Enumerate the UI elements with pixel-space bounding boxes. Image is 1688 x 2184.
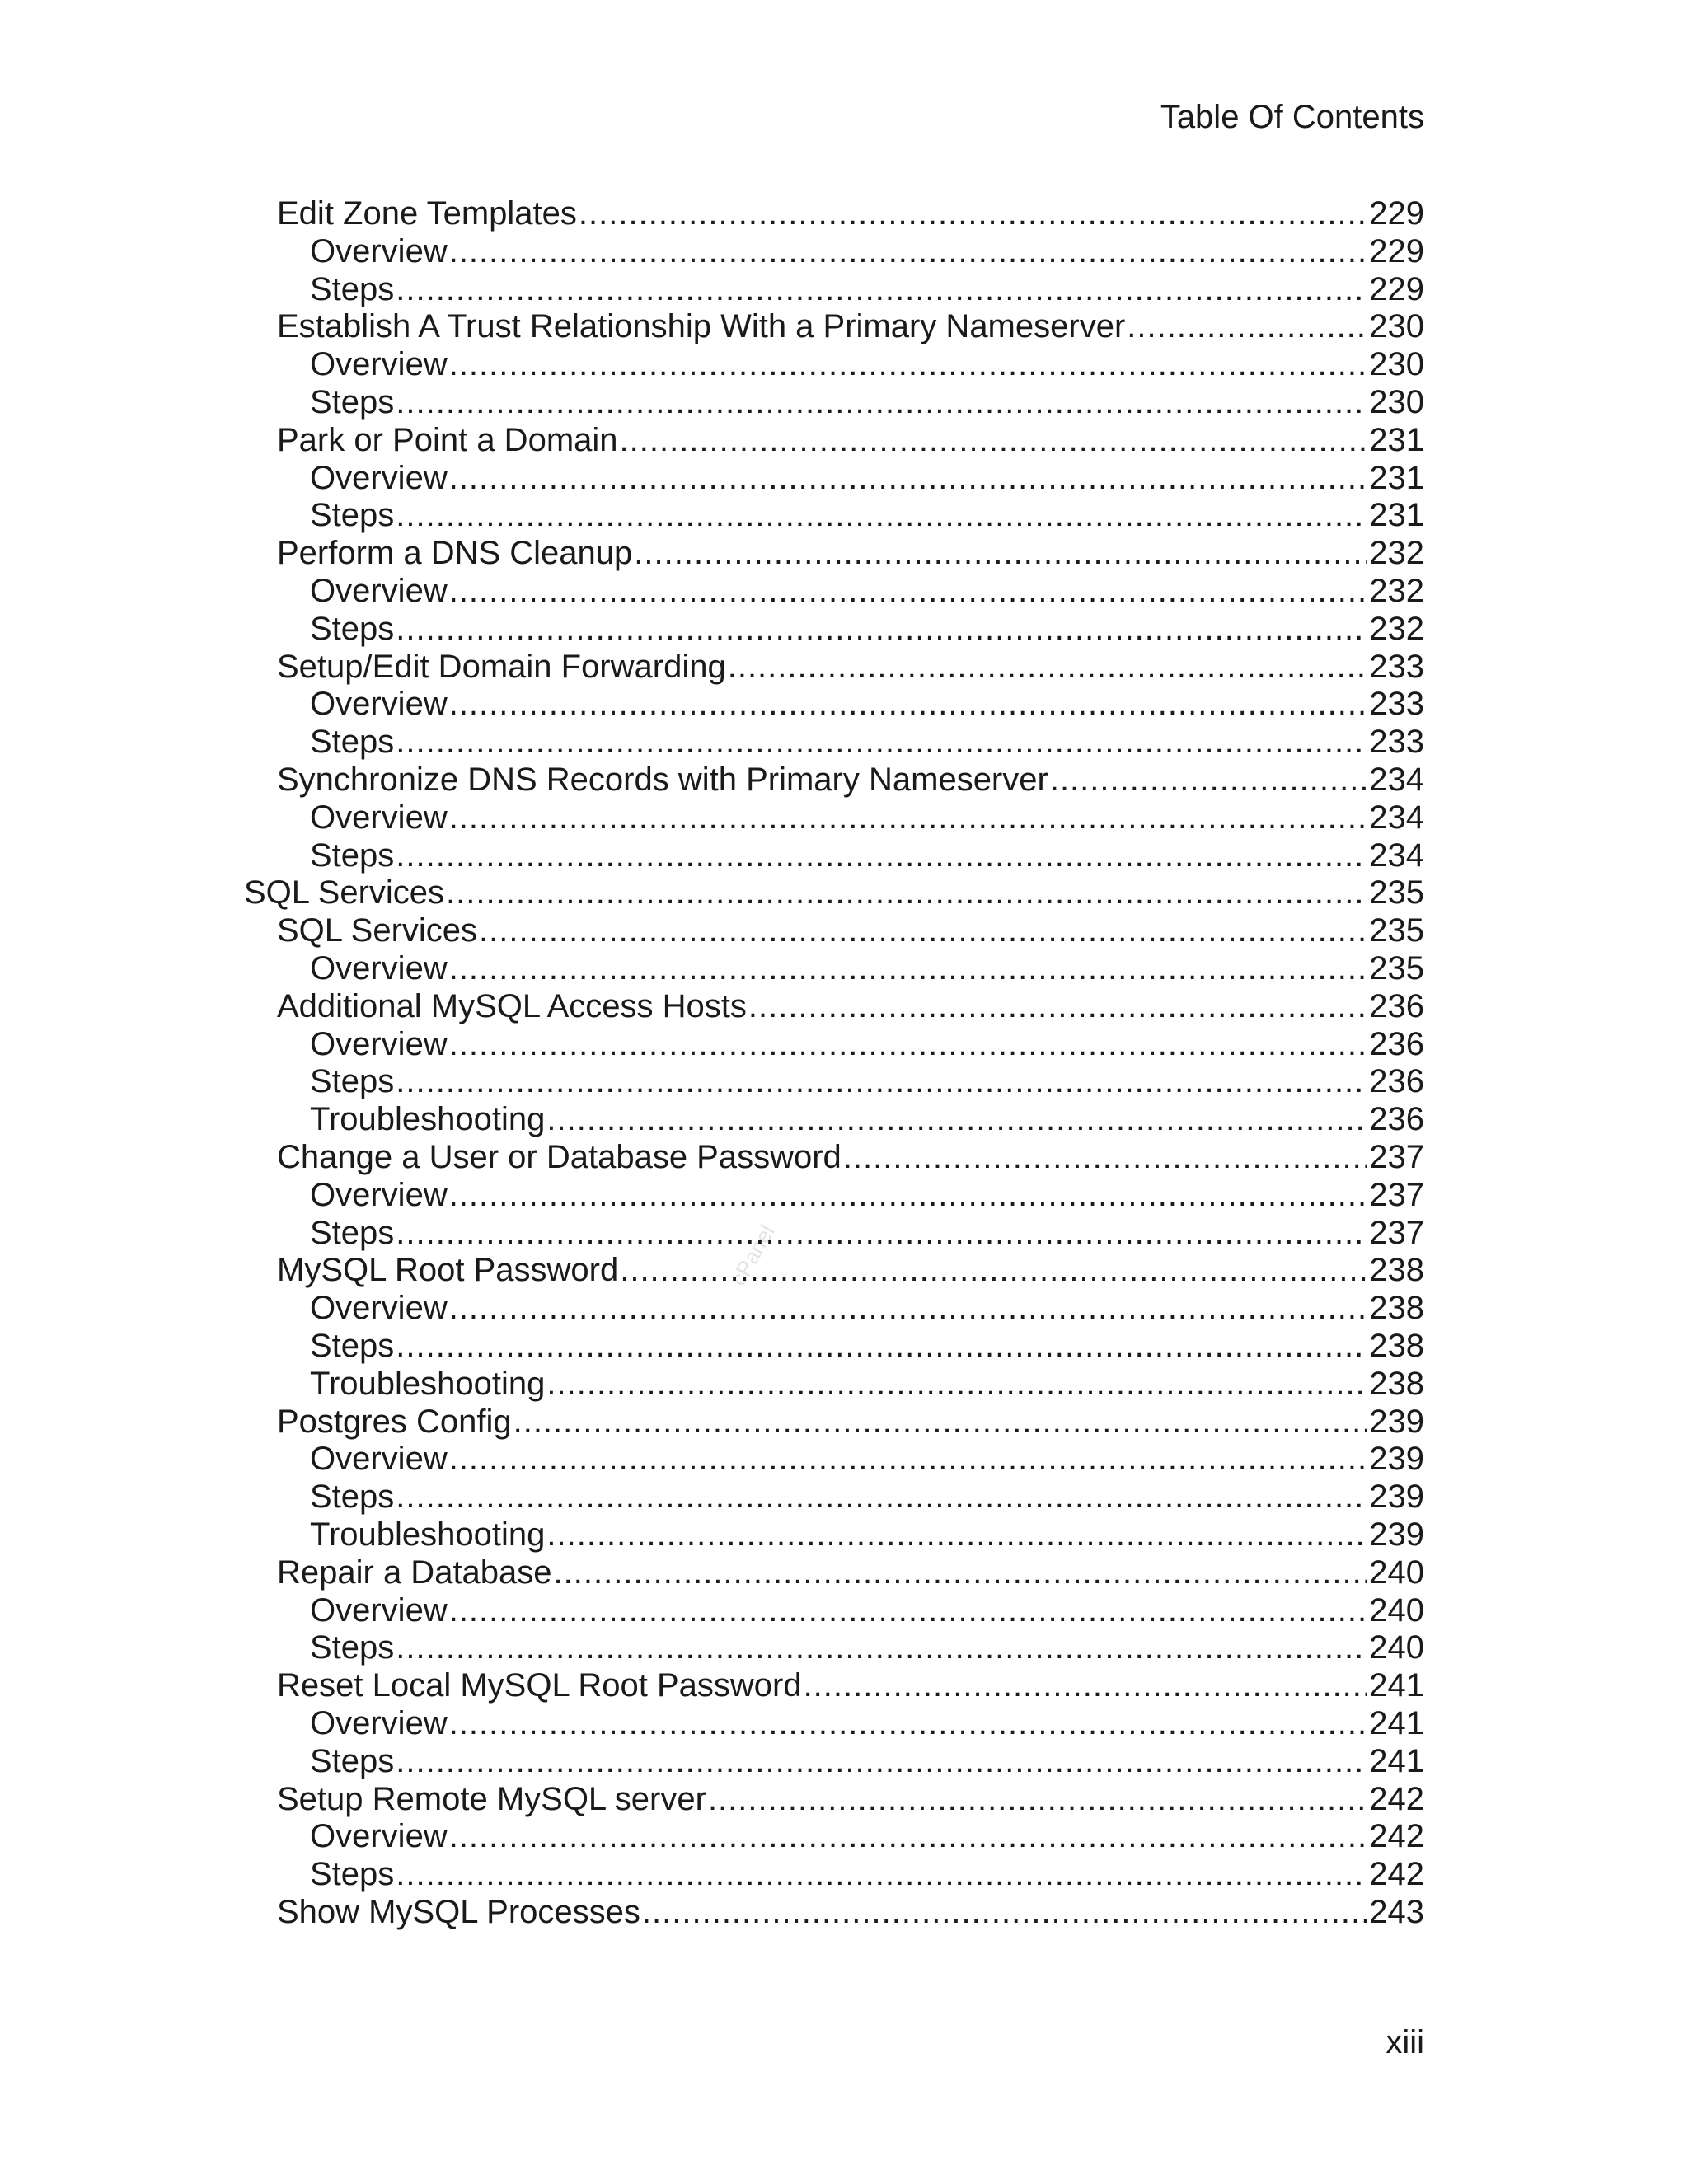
- dot-leader: [449, 949, 1368, 987]
- toc-entry-page: 233: [1369, 686, 1424, 723]
- toc-entry-title: Reset Local MySQL Root Password: [277, 1667, 802, 1704]
- toc-entry-page: 239: [1369, 1441, 1424, 1478]
- toc-entry[interactable]: [310, 1365, 1424, 1403]
- dot-leader: [804, 1666, 1368, 1704]
- toc-entry-title: Overview: [310, 686, 448, 723]
- toc-entry-title: Overview: [310, 232, 448, 269]
- toc-entry[interactable]: [310, 383, 1424, 421]
- toc-entry-title: Overview: [310, 950, 448, 987]
- dot-leader: [546, 1100, 1367, 1138]
- dot-leader: [396, 1629, 1367, 1666]
- dot-leader: [396, 383, 1367, 421]
- toc-entry-title: Steps: [310, 384, 395, 420]
- toc-entry-title: MySQL Root Password: [277, 1252, 619, 1289]
- toc-entry-page: 233: [1369, 724, 1424, 761]
- dot-leader: [449, 459, 1368, 497]
- toc-entry-title: Edit Zone Templates: [277, 195, 577, 232]
- toc-entry-title: Overview: [310, 1705, 448, 1741]
- toc-entry-title: Overview: [310, 1591, 448, 1629]
- toc-entry-page: 237: [1369, 1214, 1424, 1251]
- toc-entry-title: Perform a DNS Cleanup: [277, 535, 633, 572]
- toc-entry-title: SQL Services: [244, 874, 445, 912]
- dot-leader: [620, 1251, 1367, 1289]
- toc-entry[interactable]: [310, 459, 1424, 497]
- toc-entry[interactable]: [310, 837, 1424, 874]
- toc-entry-page: 229: [1369, 232, 1424, 269]
- toc-entry-title: Additional MySQL Access Hosts: [277, 987, 747, 1024]
- toc-entry-page: 238: [1369, 1365, 1424, 1402]
- toc-entry[interactable]: [310, 799, 1424, 837]
- dot-leader: [449, 345, 1368, 383]
- dot-leader: [513, 1403, 1368, 1441]
- toc-entry-title: Overview: [310, 1025, 448, 1062]
- toc-entry[interactable]: [310, 1516, 1424, 1554]
- running-header: Table Of Contents: [1160, 99, 1424, 135]
- dot-leader: [449, 572, 1368, 610]
- toc-entry[interactable]: [277, 1893, 1424, 1931]
- dot-leader: [396, 723, 1367, 761]
- dot-leader: [708, 1780, 1367, 1818]
- dot-leader: [843, 1138, 1367, 1176]
- dot-leader: [642, 1893, 1367, 1931]
- toc-entry[interactable]: [277, 421, 1424, 459]
- dot-leader: [396, 1062, 1367, 1100]
- dot-leader: [449, 685, 1368, 723]
- toc-entry[interactable]: [277, 1251, 1424, 1289]
- toc-entry-title: Postgres Config: [277, 1403, 512, 1440]
- toc-entry-page: 241: [1369, 1742, 1424, 1779]
- toc-entry-page: 235: [1369, 874, 1424, 912]
- toc-entry-title: Steps: [310, 1629, 395, 1666]
- dot-leader: [449, 1591, 1368, 1629]
- toc-entry-title: Steps: [310, 610, 395, 647]
- dot-leader: [396, 496, 1367, 534]
- toc-entry[interactable]: [277, 534, 1424, 572]
- toc-entry-title: Overview: [310, 1176, 448, 1213]
- toc-entry[interactable]: [310, 572, 1424, 610]
- toc-entry-page: 235: [1369, 950, 1424, 987]
- dot-leader: [449, 1025, 1368, 1063]
- dot-leader: [396, 1327, 1367, 1365]
- toc-entry-title: Overview: [310, 1290, 448, 1327]
- toc-entry-title: Steps: [310, 1742, 395, 1779]
- toc-entry[interactable]: [310, 1855, 1424, 1893]
- toc-entry-page: 231: [1369, 421, 1424, 458]
- toc-entry-title: Steps: [310, 270, 395, 307]
- toc-entry-page: 236: [1369, 1025, 1424, 1062]
- dot-leader: [546, 1516, 1367, 1554]
- toc-entry-title: Troubleshooting: [310, 1101, 546, 1138]
- toc-entry-page: 239: [1369, 1479, 1424, 1516]
- toc-entry-page: 233: [1369, 648, 1424, 685]
- toc-entry-title: Steps: [310, 724, 395, 761]
- dot-leader: [396, 1742, 1367, 1780]
- dot-leader: [449, 1704, 1368, 1742]
- dot-leader: [396, 270, 1367, 308]
- toc-entry-page: 235: [1369, 912, 1424, 949]
- dot-leader: [449, 1440, 1368, 1478]
- toc-entry-page: 243: [1369, 1894, 1424, 1930]
- toc-entry-page: 236: [1369, 987, 1424, 1024]
- toc-entry-page: 242: [1369, 1818, 1424, 1855]
- dot-leader: [449, 232, 1368, 270]
- toc-entry[interactable]: [310, 1289, 1424, 1327]
- toc-entry[interactable]: [277, 987, 1424, 1025]
- toc-entry-page: 236: [1369, 1063, 1424, 1100]
- toc-entry-title: Overview: [310, 573, 448, 609]
- toc-entry-page: 238: [1369, 1252, 1424, 1289]
- dot-leader: [748, 987, 1367, 1025]
- watermark: cPanel: [725, 1221, 780, 1290]
- toc-entry[interactable]: [277, 1666, 1424, 1704]
- toc-entry[interactable]: [310, 1176, 1424, 1214]
- toc-entry[interactable]: [310, 1025, 1424, 1063]
- toc-entry-title: Steps: [310, 1328, 395, 1364]
- toc-entry[interactable]: [310, 1062, 1424, 1100]
- dot-leader: [728, 648, 1368, 686]
- toc-entry[interactable]: [277, 194, 1424, 232]
- toc-entry-title: Synchronize DNS Records with Primary Nameserver: [277, 762, 1048, 798]
- toc-entry[interactable]: [310, 685, 1424, 723]
- toc-entry[interactable]: [277, 1780, 1424, 1818]
- toc-entry-title: Establish A Trust Relationship With a Primary Nameserver: [277, 308, 1126, 345]
- toc-entry[interactable]: [310, 1214, 1424, 1252]
- toc-entry[interactable]: [310, 496, 1424, 534]
- toc-entry-page: 237: [1369, 1139, 1424, 1175]
- toc-entry[interactable]: [277, 761, 1424, 799]
- dot-leader: [396, 837, 1367, 874]
- toc-entry-title: Steps: [310, 1479, 395, 1516]
- dot-leader: [449, 799, 1368, 837]
- toc-entry-title: Overview: [310, 346, 448, 383]
- toc-entry-title: Troubleshooting: [310, 1365, 546, 1402]
- toc-entry-page: 231: [1369, 459, 1424, 496]
- toc-entry[interactable]: [310, 1817, 1424, 1855]
- toc-entry-title: Steps: [310, 497, 395, 534]
- dot-leader: [396, 1214, 1367, 1252]
- toc-entry[interactable]: [310, 949, 1424, 987]
- toc-entry-page: 242: [1369, 1780, 1424, 1817]
- dot-leader: [449, 1176, 1368, 1214]
- toc-entry-title: Steps: [310, 1856, 395, 1893]
- toc-entry-title: Steps: [310, 1063, 395, 1100]
- toc-entry[interactable]: [277, 307, 1424, 345]
- toc-entry-title: Park or Point a Domain: [277, 421, 618, 458]
- toc-entry[interactable]: [277, 648, 1424, 686]
- page-number: xiii: [1386, 2024, 1424, 2060]
- toc-entry[interactable]: [310, 1327, 1424, 1365]
- toc-entry[interactable]: [310, 345, 1424, 383]
- toc-entry-page: 234: [1369, 762, 1424, 798]
- dot-leader: [396, 1478, 1367, 1516]
- toc-entry-title: Overview: [310, 459, 448, 496]
- toc-entry-page: 232: [1369, 610, 1424, 647]
- toc-entry-page: 238: [1369, 1328, 1424, 1364]
- toc-entry-page: 232: [1369, 535, 1424, 572]
- toc-entry[interactable]: [310, 723, 1424, 761]
- dot-leader: [396, 1855, 1367, 1893]
- toc-entry[interactable]: [244, 874, 1424, 912]
- dot-leader: [449, 1817, 1368, 1855]
- toc-entry-page: 240: [1369, 1554, 1424, 1591]
- toc-entry-page: 229: [1369, 195, 1424, 232]
- toc-entry-title: Repair a Database: [277, 1554, 552, 1591]
- dot-leader: [446, 874, 1367, 912]
- dot-leader: [579, 194, 1367, 232]
- toc-entry-page: 231: [1369, 497, 1424, 534]
- toc-entry[interactable]: [277, 1138, 1424, 1176]
- dot-leader: [546, 1365, 1367, 1403]
- toc-entry-title: Troubleshooting: [310, 1516, 546, 1553]
- toc-entry[interactable]: [310, 1591, 1424, 1629]
- dot-leader: [620, 421, 1368, 459]
- toc-entry-title: SQL Services: [277, 912, 478, 949]
- toc-entry-page: 241: [1369, 1705, 1424, 1741]
- toc-entry-title: Change a User or Database Password: [277, 1139, 842, 1175]
- toc-entry[interactable]: [310, 1478, 1424, 1516]
- toc-entry-page: 240: [1369, 1629, 1424, 1666]
- toc-entry[interactable]: [277, 1554, 1424, 1591]
- toc-entry-page: 229: [1369, 270, 1424, 307]
- toc-entry-title: Setup/Edit Domain Forwarding: [277, 648, 726, 685]
- toc-entry[interactable]: [310, 232, 1424, 270]
- toc-entry[interactable]: [310, 1704, 1424, 1742]
- dot-leader: [479, 912, 1367, 949]
- toc-entry-page: 242: [1369, 1856, 1424, 1893]
- toc-entry[interactable]: [310, 270, 1424, 308]
- dot-leader: [1127, 307, 1367, 345]
- dot-leader: [1050, 761, 1367, 799]
- toc-entry-title: Setup Remote MySQL server: [277, 1780, 706, 1817]
- toc-entry-page: 234: [1369, 799, 1424, 836]
- toc-entry-title: Show MySQL Processes: [277, 1894, 640, 1930]
- toc-entry[interactable]: [277, 1403, 1424, 1441]
- toc-entry-page: 236: [1369, 1101, 1424, 1138]
- toc-entry[interactable]: [310, 1629, 1424, 1666]
- toc-entry-page: 230: [1369, 384, 1424, 420]
- toc-entry-page: 240: [1369, 1591, 1424, 1629]
- toc-entry-title: Overview: [310, 1818, 448, 1855]
- toc-entry-page: 234: [1369, 837, 1424, 874]
- toc-entry-title: Steps: [310, 1214, 395, 1251]
- toc-entry-page: 237: [1369, 1176, 1424, 1213]
- toc-entry-page: 239: [1369, 1516, 1424, 1553]
- toc-entry-page: 239: [1369, 1403, 1424, 1440]
- toc-entry[interactable]: [277, 912, 1424, 949]
- toc-entry-page: 238: [1369, 1290, 1424, 1327]
- dot-leader: [396, 610, 1367, 648]
- dot-leader: [449, 1289, 1368, 1327]
- toc-entry-title: Overview: [310, 1441, 448, 1478]
- toc-entry-title: Overview: [310, 799, 448, 836]
- toc-entry-page: 230: [1369, 346, 1424, 383]
- toc-entry[interactable]: [310, 1742, 1424, 1780]
- toc-entry-title: Steps: [310, 837, 395, 874]
- toc-entry-page: 232: [1369, 573, 1424, 609]
- toc-entry[interactable]: [310, 1100, 1424, 1138]
- dot-leader: [634, 534, 1367, 572]
- toc-entry[interactable]: [310, 1440, 1424, 1478]
- toc-entry-page: 241: [1369, 1667, 1424, 1704]
- dot-leader: [554, 1554, 1368, 1591]
- toc-entry[interactable]: [310, 610, 1424, 648]
- toc-entry-page: 230: [1369, 308, 1424, 345]
